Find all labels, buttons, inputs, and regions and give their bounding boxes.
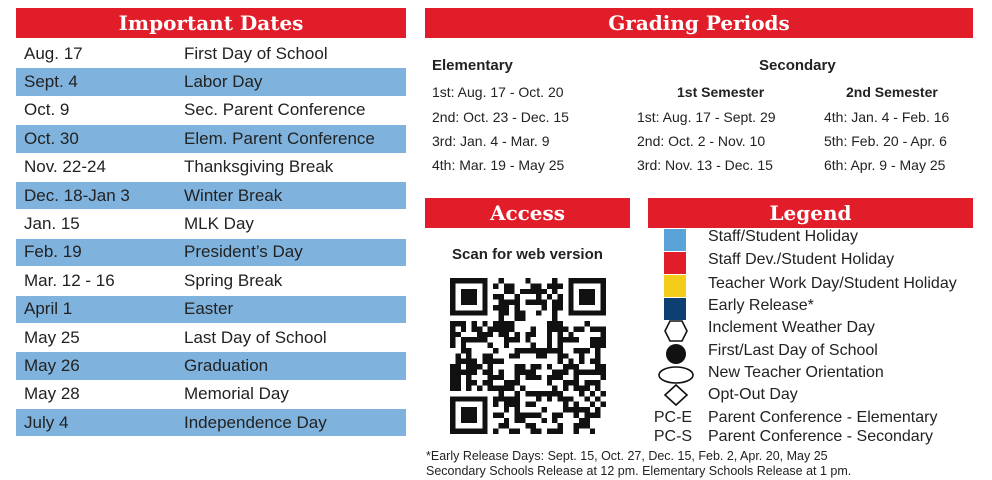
date-cell: Aug. 17 (24, 43, 83, 63)
date-row (16, 210, 406, 238)
event-cell: Memorial Day (184, 384, 289, 404)
qr-code-icon[interactable] (446, 278, 610, 434)
important-dates-list (16, 40, 406, 437)
event-cell: Spring Break (184, 270, 283, 290)
legend-code: PC-S (653, 428, 693, 445)
first-semester-title: 1st Semester (677, 84, 765, 100)
secondary-period: 6th: Apr. 9 - May 25 (824, 157, 946, 173)
date-cell: Oct. 9 (24, 100, 70, 120)
elementary-period: 2nd: Oct. 23 - Dec. 15 (432, 109, 569, 125)
yellow-square-icon (664, 275, 686, 297)
legend-label: Opt-Out Day (708, 386, 798, 403)
event-cell: Elem. Parent Conference (184, 128, 375, 148)
red-square-icon (664, 252, 686, 274)
grading-periods-header: Grading Periods (425, 8, 973, 38)
legend-code: PC-E (653, 409, 693, 426)
elementary-period: 3rd: Jan. 4 - Mar. 9 (432, 133, 550, 149)
elementary-title: Elementary (432, 57, 513, 74)
legend-label: First/Last Day of School (708, 342, 878, 359)
legend-label: Parent Conference - Secondary (708, 428, 934, 445)
date-cell: Oct. 30 (24, 128, 79, 148)
date-cell: Sept. 4 (24, 72, 78, 92)
elementary-period: 1st: Aug. 17 - Oct. 20 (432, 84, 564, 100)
legend-header: Legend (648, 198, 973, 228)
light-blue-square-icon (664, 229, 686, 251)
elementary-period: 4th: Mar. 19 - May 25 (432, 157, 565, 173)
date-cell: May 26 (24, 355, 80, 375)
legend-label: Staff/Student Holiday (708, 228, 859, 245)
legend-label: Early Release* (708, 297, 814, 314)
legend-label: Inclement Weather Day (708, 319, 875, 336)
date-cell: April 1 (24, 299, 73, 319)
date-cell: Jan. 15 (24, 214, 80, 234)
legend-label: Staff Dev./Student Holiday (708, 251, 895, 268)
black-circle-icon (664, 342, 688, 366)
event-cell: Thanksgiving Break (184, 157, 334, 177)
event-cell: Sec. Parent Conference (184, 100, 366, 120)
date-row (16, 97, 406, 125)
scan-instruction: Scan for web version (452, 246, 603, 263)
secondary-period: 4th: Jan. 4 - Feb. 16 (824, 109, 950, 125)
event-cell: Independence Day (184, 412, 327, 432)
date-cell: May 28 (24, 384, 80, 404)
date-row (16, 409, 406, 437)
hexagon-icon (664, 320, 688, 342)
date-cell: May 25 (24, 327, 80, 347)
second-semester-title: 2nd Semester (846, 84, 938, 100)
secondary-title: Secondary (759, 57, 836, 74)
date-row (16, 324, 406, 352)
date-row (16, 267, 406, 295)
secondary-period: 5th: Feb. 20 - Apr. 6 (824, 133, 947, 149)
navy-square-icon (664, 298, 686, 320)
date-row (16, 40, 406, 68)
legend-label: Teacher Work Day/Student Holiday (708, 275, 957, 292)
event-cell: Labor Day (184, 72, 263, 92)
date-row (16, 68, 406, 96)
secondary-period: 3rd: Nov. 13 - Dec. 15 (637, 157, 773, 173)
date-cell: July 4 (24, 412, 69, 432)
diamond-icon (663, 383, 689, 407)
event-cell: Graduation (184, 355, 269, 375)
event-cell: MLK Day (184, 214, 254, 234)
footnote-line: Secondary Schools Release at 12 pm. Elementary Schools Release at 1 pm. (426, 464, 852, 478)
footnote-line: *Early Release Days: Sept. 15, Oct. 27, Dec. 15, Feb. 2, Apr. 20, May 25 (426, 449, 828, 463)
date-cell: Mar. 12 - 16 (24, 270, 115, 290)
event-cell: President’s Day (184, 242, 303, 262)
legend-label: Parent Conference - Elementary (708, 409, 938, 426)
date-cell: Dec. 18-Jan 3 (24, 185, 130, 205)
access-header: Access (425, 198, 630, 228)
event-cell: First Day of School (184, 43, 328, 63)
secondary-period: 2nd: Oct. 2 - Nov. 10 (637, 133, 766, 149)
date-row (16, 352, 406, 380)
date-row (16, 182, 406, 210)
date-row (16, 381, 406, 409)
event-cell: Winter Break (184, 185, 283, 205)
date-cell: Feb. 19 (24, 242, 82, 262)
early-release-footnote (426, 449, 851, 479)
date-row (16, 125, 406, 153)
secondary-period: 1st: Aug. 17 - Sept. 29 (637, 109, 776, 125)
event-cell: Easter (184, 299, 234, 319)
date-row (16, 239, 406, 267)
important-dates-header: Important Dates (16, 8, 406, 38)
legend-label: New Teacher Orientation (708, 364, 884, 381)
date-row (16, 154, 406, 182)
date-row (16, 296, 406, 324)
date-cell: Nov. 22-24 (24, 157, 106, 177)
event-cell: Last Day of School (184, 327, 327, 347)
oval-icon (657, 365, 695, 385)
